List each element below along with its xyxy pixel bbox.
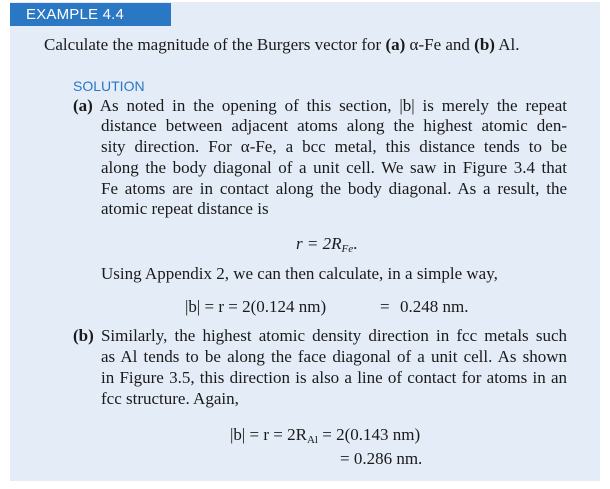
part-a-line-6: atomic repeat distance is bbox=[101, 199, 269, 218]
part-a-line-3: sity direction. For α-Fe, a bcc metal, this distance tends to be bbox=[101, 137, 567, 156]
part-a-line-5: Fe atoms are in contact along the body diagonal. As a result, the bbox=[101, 179, 567, 198]
equation-b-fe-equals: = bbox=[380, 297, 390, 316]
solution-heading: SOLUTION bbox=[73, 78, 145, 94]
part-b-line-1: (b) Similarly, the highest atomic density direction in fcc metals such bbox=[73, 326, 567, 345]
question-text: Calculate the magnitude of the Burgers vector for (a) α-Fe and (b) Al. bbox=[44, 35, 520, 54]
part-b-line-3: in Figure 3.5, this direction is also a line of contact for atoms in an bbox=[101, 368, 567, 387]
part-a-line-2: distance between adjacent atoms along the highest atomic den- bbox=[101, 116, 567, 135]
equation-b-al-result: = 0.286 nm. bbox=[340, 449, 423, 468]
part-a-middle-text: Using Appendix 2, we can then calculate, in a simple way, bbox=[101, 264, 498, 283]
part-b-line-4: fcc structure. Again, bbox=[101, 389, 239, 408]
part-a-line-4: along the body diagonal of a unit cell. We saw in Figure 3.4 that bbox=[101, 158, 567, 177]
part-a-line-1: (a) As noted in the opening of this section, |b| is merely the repeat bbox=[73, 96, 567, 115]
part-b-line-2: as Al tends to be along the face diagonal of a unit cell. As shown bbox=[101, 347, 567, 366]
equation-r-fe: $r = 2R_{Fe}$. bbox=[296, 234, 358, 255]
equation-b-fe: |b| = r = 2(0.124 nm) bbox=[185, 297, 327, 316]
equation-b-fe-result: 0.248 nm. bbox=[400, 297, 469, 316]
example-label: EXAMPLE 4.4 bbox=[10, 3, 171, 26]
equation-b-al: $|b| = r = 2R_{Al} = 2(0.143$ nm) bbox=[230, 425, 421, 446]
